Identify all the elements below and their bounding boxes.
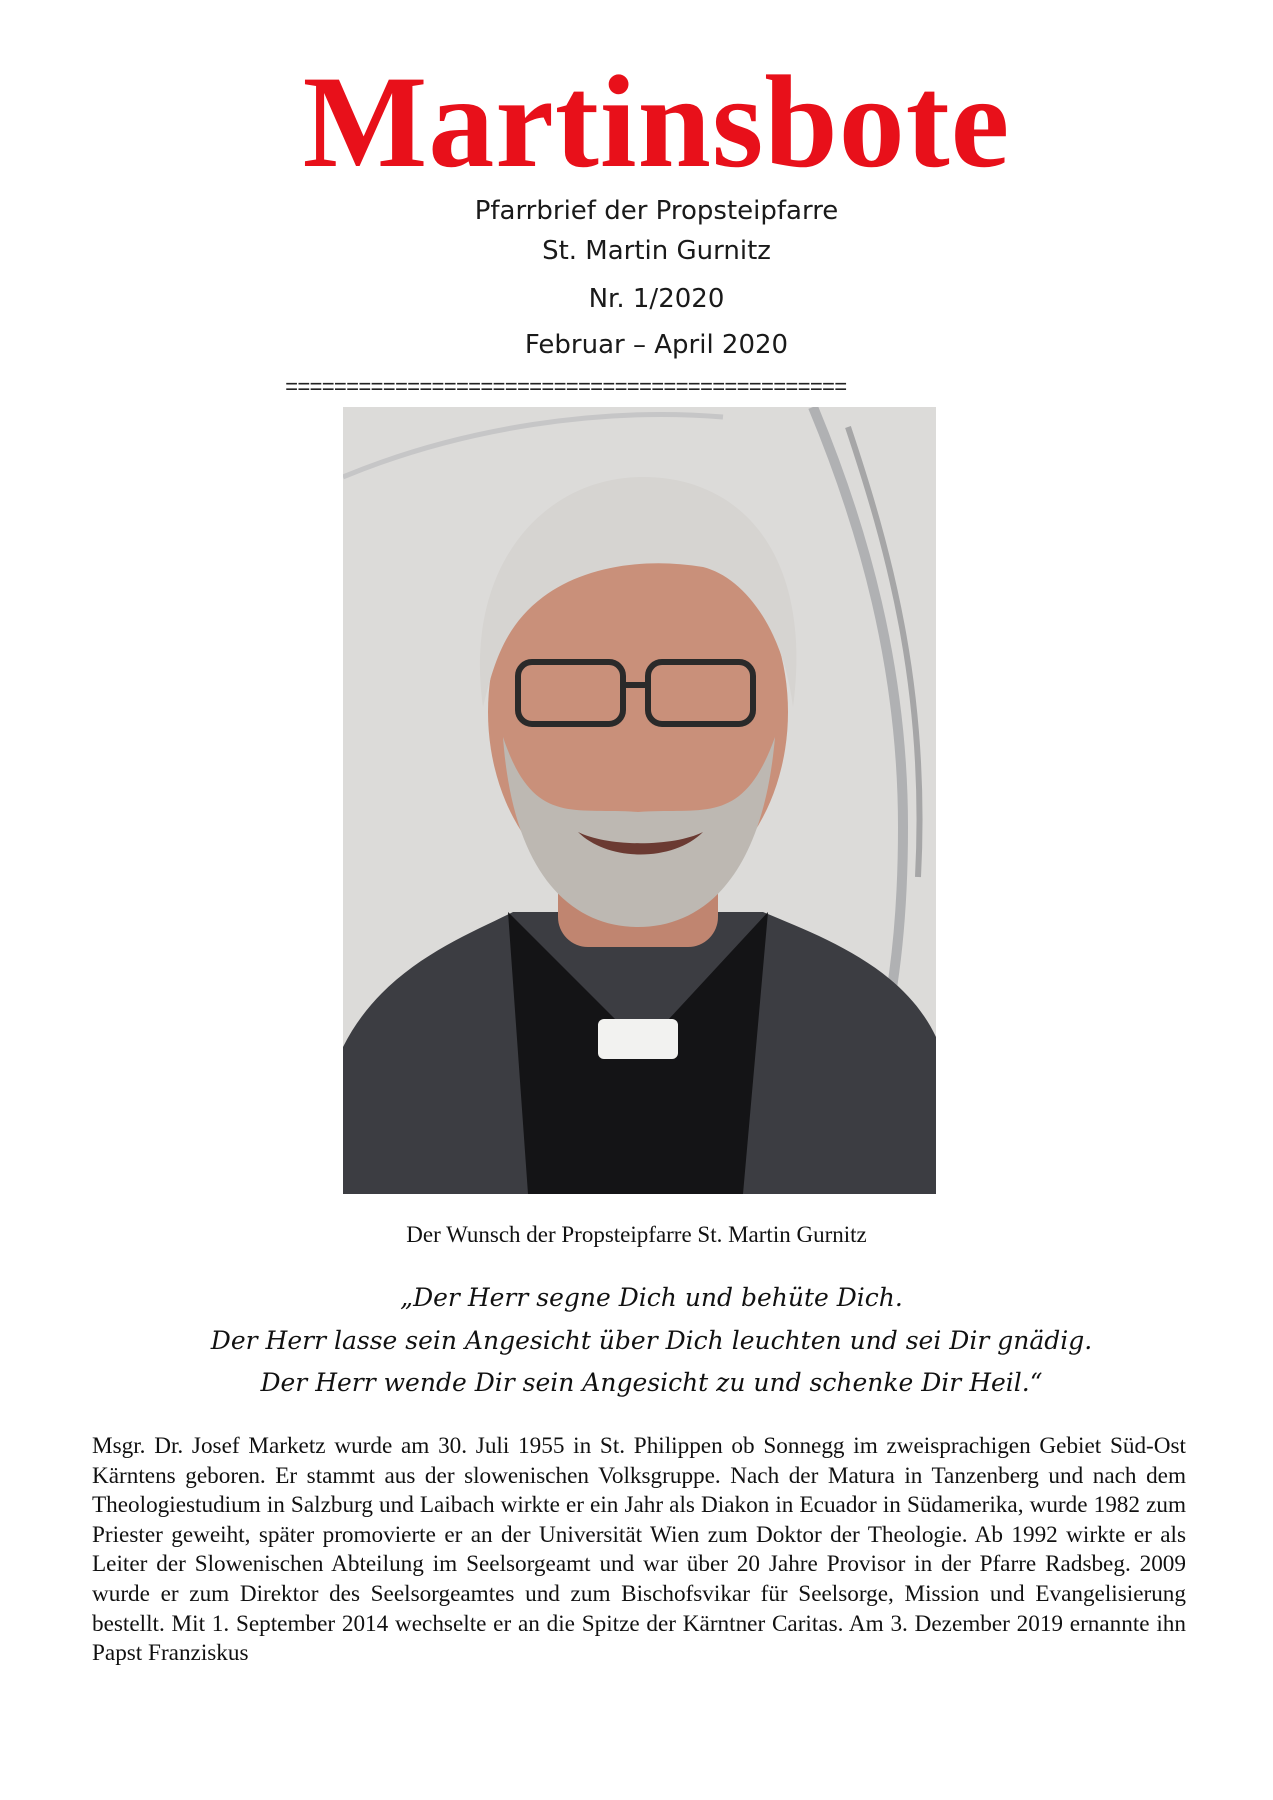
issue-number: Nr. 1/2020	[588, 284, 725, 314]
blessing-line-1: „Der Herr segne Dich und behüte Dich.	[400, 1283, 903, 1312]
subtitle-line-2: St. Martin Gurnitz	[542, 236, 771, 266]
subtitle-line-1: Pfarrbrief der Propsteipfarre	[474, 196, 839, 226]
issue-period: Februar – April 2020	[524, 330, 789, 360]
photo-caption: Der Wunsch der Propsteipfarre St. Martin Gurnitz	[406, 1222, 867, 1247]
portrait-illustration	[343, 407, 936, 1194]
blessing-line-2: Der Herr lasse sein Angesicht über Dich leuchten und sei Dir gnädig.	[210, 1326, 1093, 1355]
blessing-line-3: Der Herr wende Dir sein Angesicht zu und schenke Dir Heil.“	[260, 1368, 1043, 1397]
portrait-photo	[343, 407, 936, 1194]
masthead-title: Martinsbote	[302, 48, 1011, 195]
clerical-collar	[598, 1019, 678, 1059]
divider-line: ==============================================	[285, 376, 847, 401]
article-body: Msgr. Dr. Josef Marketz wurde am 30. Juli 1955 in St. Philippen ob Sonnegg im zweisprachigen Gebiet Süd-Ost Kärntens geboren. Er stammt aus der slowenischen Volksgruppe. Nach der Matura in Tanzenberg und nach dem Theologiestudium in Salzburg und Laibach wirkte er ein Jahr als Diakon in Ecuador in Südamerika, wurde 1982 zum Priester geweiht, später promovierte er an der Universität Wien zum Doktor der Theologie. Ab 1992 wirkte er als Leiter der Slowenischen Abteilung im Seelsorgeamt und war über 20 Jahre Provisor in der Pfarre Radsbeg. 2009 wurde er zum Direktor des Seelsorgeamtes und zum Bischofsvikar für Seelsorge, Mission und Evangelisierung bestellt. Mit 1. September 2014 wechselte er an die Spitze der Kärntner Caritas. Am 3. Dezember 2019 ernannte ihn Papst Franziskus	[92, 1433, 1186, 1667]
